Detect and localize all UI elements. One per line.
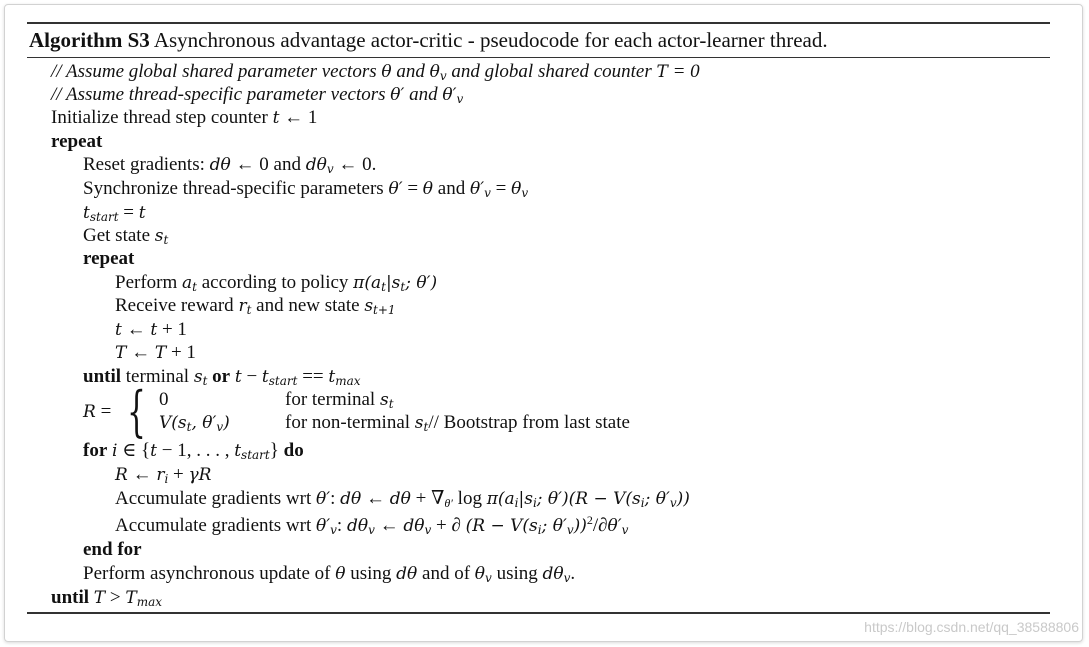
top-rule (27, 22, 1050, 24)
case-bootstrap-condition: for non-terminal $s_t//$ Bootstrap from last state (285, 412, 630, 434)
end-for-line: end for (83, 539, 142, 560)
return-update-line: R ← $r_i + \gamma R$ (115, 464, 212, 486)
algorithm-title: Asynchronous advantage actor-critic - pseudocode for each actor-learner thread. (153, 28, 828, 52)
increment-t-line: t ← t + 1 (115, 319, 187, 340)
accumulate-value-grad-line: Accumulate gradients wrt $\theta'_v$: $d\theta_v$ ← $d\theta_v$ + ∂ ($R - V(s_i$; $\theta'_v))^2/\partial\theta'_v$ (115, 513, 629, 537)
receive-reward-line: Receive reward $r_t$ and new state $s_{t+1}$ (115, 295, 396, 317)
accumulate-policy-grad-line: Accumulate gradients wrt θ′: dθ ← $d\theta + \nabla_{\theta'}$ $\log \pi(a_i|s_i$; $\theta')(R - V(s_i$; $\theta'_v$)) (115, 488, 690, 510)
comment-global-params: // Assume global shared parameter vectors θ and $\theta_v$ and global shared counter T = 0 (51, 61, 700, 83)
algorithm-label: Algorithm S3 (29, 28, 150, 52)
sync-params-line: Synchronize thread-specific parameters θ′ = θ and $\theta'_v = \theta_v$ (83, 178, 529, 200)
get-state-line: Get state $s_t$ (83, 225, 169, 247)
bottom-rule (27, 612, 1050, 614)
repeat-inner: repeat (83, 248, 135, 269)
case-zero-condition: for terminal $s_t$ (285, 389, 394, 411)
until-terminal-line: until terminal $s_t$ or $t - t_{start} == t_{max}$ (83, 366, 361, 388)
until-Tmax-line: until $T > T_{max}$ (51, 587, 162, 609)
case-value-estimate: $V(s_t$, $\theta'_v$) (159, 413, 230, 434)
reset-gradients-line: Reset gradients: dθ ← 0 and $d\theta_v$ ← 0. (83, 154, 377, 176)
increment-T-line: T ← T + 1 (115, 342, 196, 363)
header-rule (27, 57, 1050, 58)
csdn-watermark: https://blog.csdn.net/qq_38588806 (864, 619, 1079, 635)
return-R-label: R = (83, 401, 112, 422)
init-line: Initialize thread step counter t ← 1 (51, 107, 318, 128)
for-loop-line: for i ∈ {t − 1, . . . , $t_{start}$} do (83, 440, 304, 462)
case-zero-value: 0 (159, 389, 169, 410)
async-update-line: Perform asynchronous update of θ using dθ and of $\theta_v$ using $d\theta_v$. (83, 563, 576, 585)
piecewise-brace: { (127, 380, 146, 443)
comment-thread-params: // Assume thread-specific parameter vectors θ′ and $\theta'_v$ (51, 84, 464, 106)
tstart-line: $t_{start} = t$ (83, 202, 146, 224)
perform-action-line: Perform $a_t$ according to policy $\pi(a_t|s_t$; θ′) (115, 272, 438, 294)
repeat-outer: repeat (51, 131, 103, 152)
algorithm-caption (29, 27, 828, 53)
